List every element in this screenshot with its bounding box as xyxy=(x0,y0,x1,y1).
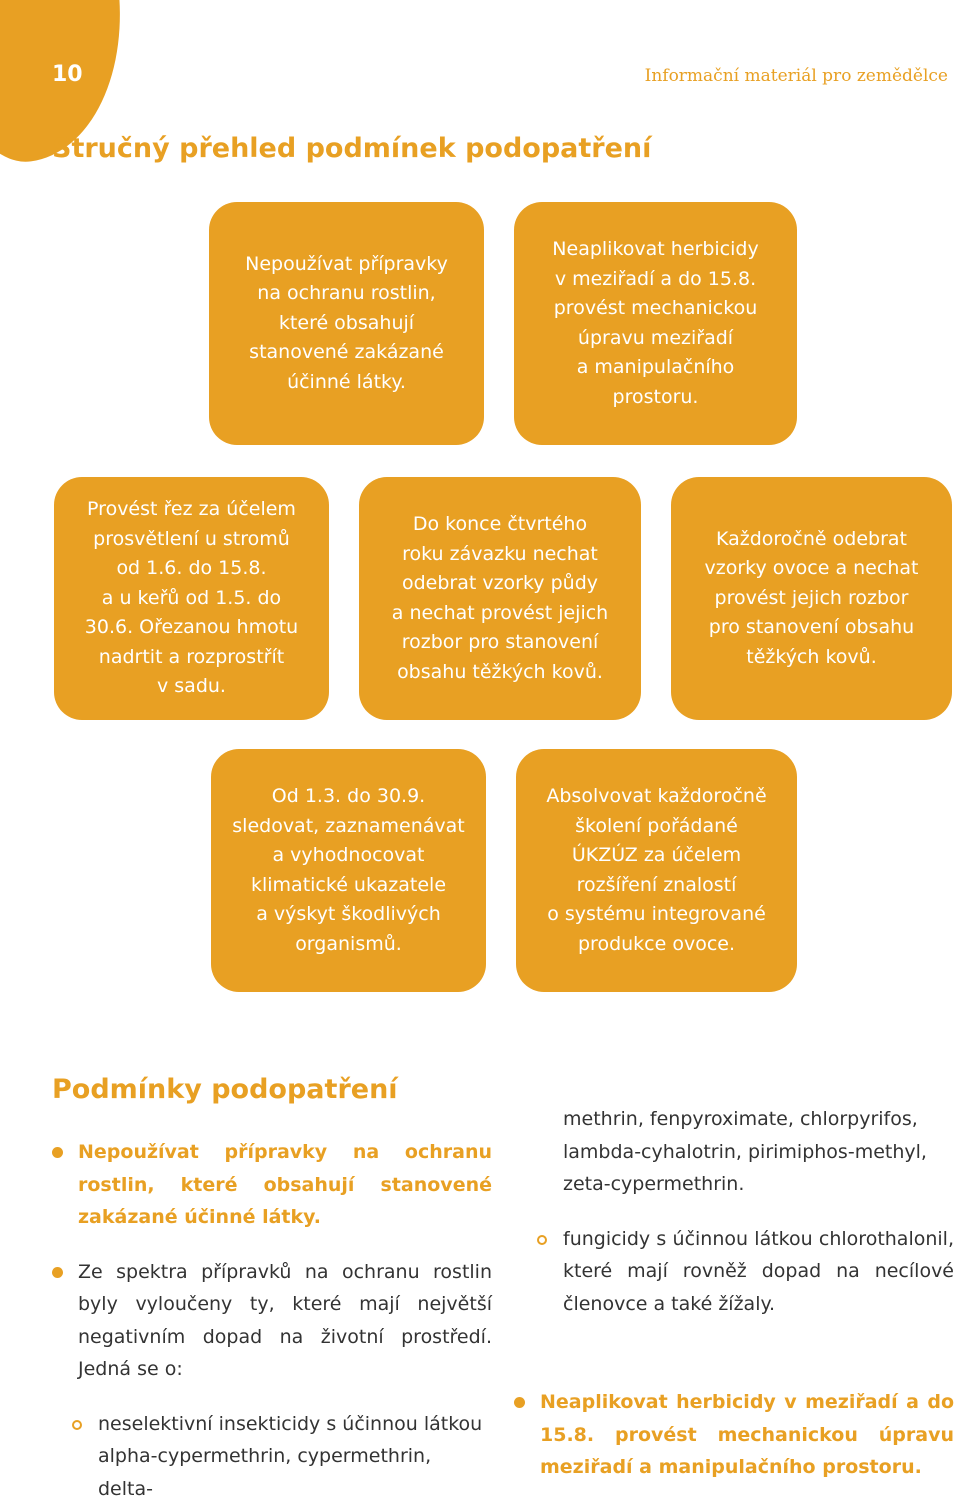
summary-box-monitoring xyxy=(211,749,486,992)
condition-subitem-text: fungicidy s účinnou látkou chlorothalonil, které mají rovněž dopad na necílové členovce a také žížaly. xyxy=(563,1223,954,1321)
summary-box-text: Provést řez za účelem prosvětlení u stromů od 1.6. do 15.8. a u keřů od 1.5. do 30.6. Ořezanou hmotu nadrtit a rozprostřít v sadu. xyxy=(85,495,298,702)
condition-item xyxy=(52,1136,492,1234)
summary-box-text: Nepoužívat přípravky na ochranu rostlin, které obsahují stanovené zakázané účinné látky. xyxy=(245,250,448,398)
condition-subitem xyxy=(72,1408,492,1505)
bullet-icon xyxy=(52,1267,63,1278)
page-number: 10 xyxy=(52,62,83,87)
bullet-icon xyxy=(52,1147,63,1158)
summary-box-pesticides xyxy=(209,202,484,445)
condition-text: Ze spektra přípravků na ochranu rostlin byly vyloučeny ty, které mají největší negativním dopad na životní prostředí. Jedná se o: xyxy=(78,1256,492,1386)
condition-heading: Nepoužívat přípravky na ochranu rostlin, které obsahují stanovené zakázané účinné látky. xyxy=(78,1136,492,1234)
conditions-left-column xyxy=(52,1136,492,1505)
summary-box-training xyxy=(516,749,797,992)
condition-item xyxy=(514,1386,954,1484)
condition-subitem-text: neselektivní insekticidy s účinnou látkou alpha-cypermethrin, cypermethrin, delta- xyxy=(98,1408,492,1505)
summary-box-text: Neaplikovat herbicidy v meziřadí a do 15.8. provést mechanickou úpravu meziřadí a manipulačního prostoru. xyxy=(552,235,758,412)
summary-box-text: Od 1.3. do 30.9. sledovat, zaznamenávat a vyhodnocovat klimatické ukazatele a výskyt škodlivých organismů. xyxy=(232,782,464,959)
condition-heading: Neaplikovat herbicidy v meziřadí a do 15.8. provést mechanickou úpravu meziřadí a manipulačního prostoru. xyxy=(540,1386,954,1484)
condition-subitem-continued: methrin, fenpyroximate, chlorpyrifos, lambda-cyhalotrin, pirimiphos-methyl, zeta-cypermethrin. xyxy=(514,1103,954,1201)
ring-bullet-icon xyxy=(537,1235,547,1245)
conditions-title: Podmínky podopatření xyxy=(52,1074,398,1105)
summary-box-fruit-samples xyxy=(671,477,952,720)
condition-item xyxy=(52,1256,492,1386)
summary-box-text: Absolvovat každoročně školení pořádané ÚKZÚZ za účelem rozšíření znalostí o systému integrované produkce ovoce. xyxy=(546,782,766,959)
publication-label: Informační materiál pro zemědělce xyxy=(645,66,948,86)
condition-subitem xyxy=(537,1223,954,1321)
page-title: Stručný přehled podmínek podopatření xyxy=(52,133,651,164)
summary-box-herbicides xyxy=(514,202,797,445)
summary-box-soil-samples xyxy=(359,477,641,720)
conditions-right-column xyxy=(514,1103,954,1484)
summary-box-pruning xyxy=(54,477,329,720)
bullet-icon xyxy=(514,1397,525,1408)
summary-box-text: Každoročně odebrat vzorky ovoce a nechat provést jejich rozbor pro stanovení obsahu těžkých kovů. xyxy=(705,525,919,673)
summary-box-text: Do konce čtvrtého roku závazku nechat odebrat vzorky půdy a nechat provést jejich rozbor pro stanovení obsahu těžkých kovů. xyxy=(392,510,608,687)
ring-bullet-icon xyxy=(72,1420,82,1430)
